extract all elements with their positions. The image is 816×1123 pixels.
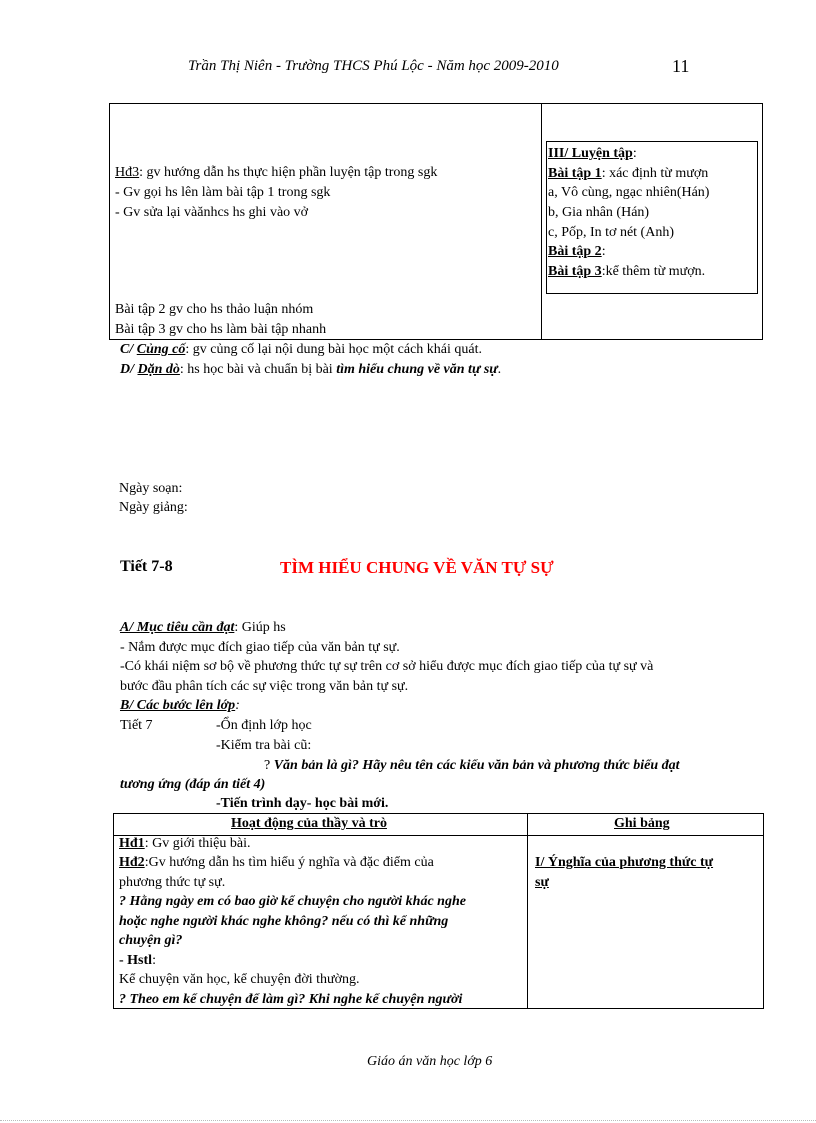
- exercise-1a: a, Vô cùng, ngạc nhiên(Hán): [548, 185, 710, 200]
- page-header: Trần Thị Niên - Trường THCS Phú Lộc - Năm học 2009-2010: [188, 58, 559, 74]
- col-header-activity: Hoạt động của thầy và trò: [231, 816, 387, 831]
- tiet-7: Tiết 7: [120, 718, 153, 733]
- page-bottom-border: [0, 1120, 816, 1121]
- muc-tieu-1: - Nắm được mục đích giao tiếp của văn bản tự sự.: [120, 640, 400, 655]
- ngay-soan: Ngày soạn:: [119, 481, 183, 496]
- question-old-1: ? Văn bản là gì? Hãy nêu tên các kiểu văn bản và phương thức biểu đạt: [264, 758, 680, 773]
- left-line-2: - Gv gọi hs lên làm bài tập 1 trong sgk: [115, 185, 331, 200]
- on-dinh: -Ổn định lớp học: [216, 718, 312, 733]
- lesson-title: TÌM HIỂU CHUNG VỀ VĂN TỰ SỰ: [280, 558, 554, 577]
- muc-tieu-3: bước đầu phân tích các sự việc trong văn bản tự sự.: [120, 679, 409, 694]
- ngay-giang: Ngày giảng:: [119, 500, 188, 515]
- hstl: - Hstl:: [119, 953, 156, 968]
- left-line-5: Bài tập 3 gv cho hs làm bài tập nhanh: [115, 322, 327, 337]
- cac-buoc-heading: B/ Các bước lên lớp:: [120, 698, 240, 713]
- exercise-1c: c, Pốp, In tơ nét (Anh): [548, 225, 674, 240]
- page-number: 11: [672, 56, 690, 76]
- left-line-3: - Gv sửa lại vàănhcs hs ghi vào vở: [115, 205, 309, 220]
- col-header-board: Ghi bảng: [614, 816, 670, 831]
- table-divider: [541, 104, 542, 339]
- hd2-line-2: phương thức tự sự.: [119, 875, 226, 890]
- board-heading-2: sự: [535, 875, 549, 890]
- question-1a: ? Hằng ngày em có bao giờ kể chuyện cho người khác nghe: [119, 894, 466, 909]
- hd1-line: Hđ1: Gv giới thiệu bài.: [119, 836, 251, 851]
- kiem-tra: -Kiểm tra bài cũ:: [216, 738, 312, 753]
- tien-trinh: -Tiến trình dạy- học bài mới.: [216, 796, 389, 811]
- cung-co: C/ Củng cố: gv củng cố lại nội dung bài học một cách khái quát.: [120, 342, 483, 357]
- exercise-2: Bài tập 2:: [548, 244, 606, 259]
- question-2: ? Theo em kể chuyện để làm gì? Khi nghe kể chuyện người: [119, 992, 463, 1007]
- exercise-1b: b, Gia nhân (Hán): [548, 205, 650, 220]
- left-line-4: Bài tập 2 gv cho hs thảo luận nhóm: [115, 302, 314, 317]
- table-divider: [527, 814, 528, 1008]
- hd2-line: Hđ2:Gv hướng dẫn hs tìm hiểu ý nghĩa và đặc điểm của: [119, 855, 434, 870]
- question-1c: chuyện gì?: [119, 933, 183, 948]
- exercise-1: Bài tập 1: xác định từ mượn: [548, 166, 709, 181]
- hd3-line: Hđ3: gv hướng dẫn hs thực hiện phần luyện tập trong sgk: [115, 165, 438, 180]
- muc-tieu-2: -Có khái niệm sơ bộ về phương thức tự sự trên cơ sở hiểu được mục đích giao tiếp của tự sự và: [120, 659, 654, 674]
- page-footer: Giáo án văn học lớp 6: [367, 1054, 493, 1069]
- practice-heading: III/ Luyện tập:: [548, 146, 637, 161]
- answer-1: Kể chuyện văn học, kể chuyện đời thường.: [119, 972, 360, 987]
- board-heading-1: I/ Ýnghĩa của phương thức tự: [535, 855, 714, 870]
- muc-tieu-heading: A/ Mục tiêu cần đạt: Giúp hs: [120, 620, 286, 635]
- question-old-2: tương ứng (đáp án tiết 4): [120, 777, 266, 792]
- exercise-3: Bài tập 3:kể thêm từ mượn.: [548, 264, 706, 279]
- dan-do: D/ Dặn dò: hs học bài và chuẩn bị bài tìm hiểu chung về văn tự sự.: [120, 362, 502, 377]
- lesson-number: Tiết 7-8: [120, 558, 173, 575]
- question-1b: hoặc nghe người khác nghe không? nếu có thì kể những: [119, 914, 449, 929]
